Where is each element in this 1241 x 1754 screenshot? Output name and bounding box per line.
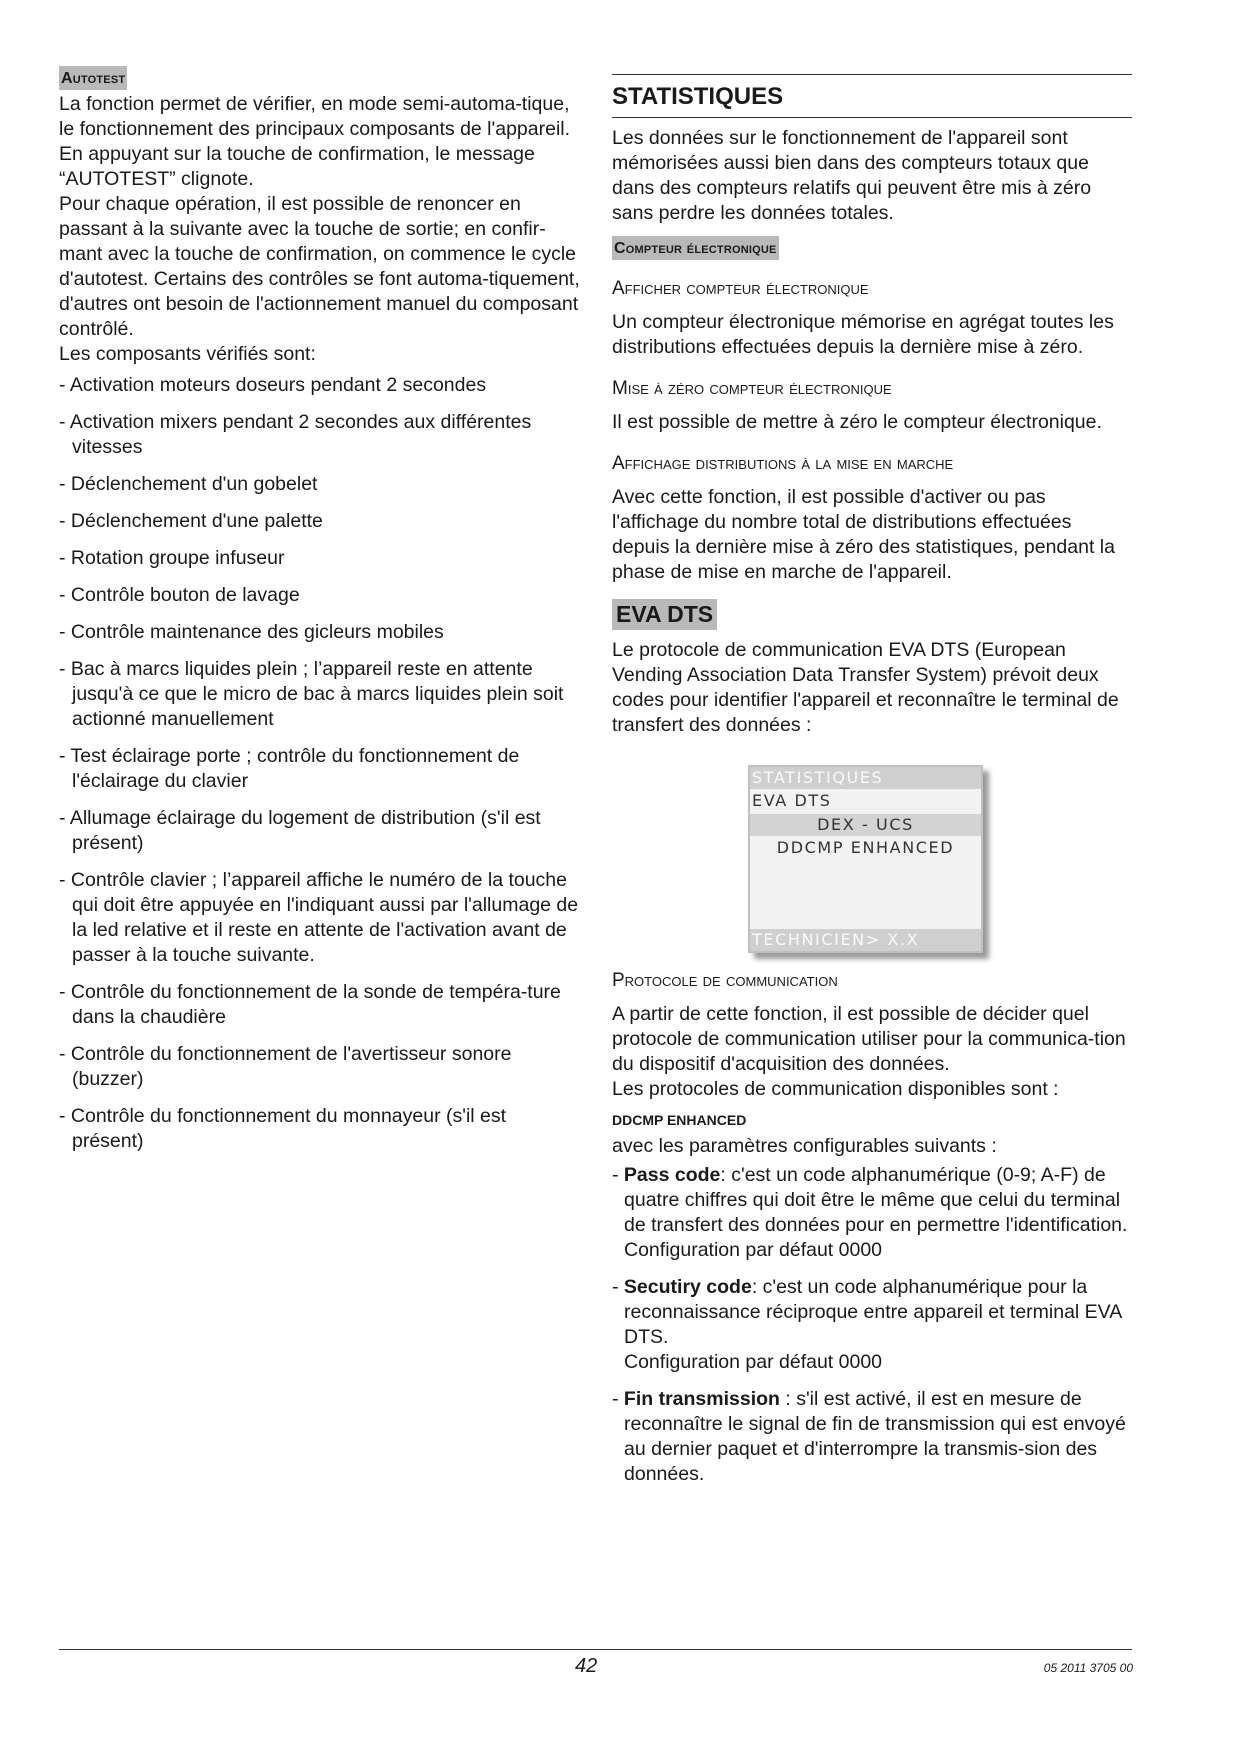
list-item: - Déclenchement d'une palette — [59, 510, 323, 532]
list-item: - Allumage éclairage du logement de distribution (s'il est présent) — [59, 807, 541, 854]
ddcmp-label: DDCMP ENHANCED — [612, 1112, 747, 1128]
param-dash: - — [612, 1276, 624, 1298]
display-title-row — [750, 767, 981, 789]
footer-divider — [59, 1649, 1132, 1650]
list-item: - Contrôle clavier ; l’appareil affiche le numéro de la touche qui doit être appuyée en l'indiquant aussi par l'allumage de la led relative et il reste en attente de l'activation avant de passer à la touche suivante. — [59, 869, 579, 966]
list-item: - Contrôle maintenance des gicleurs mobiles — [59, 621, 444, 643]
param-security-code — [612, 1275, 1132, 1375]
display-row-2 — [750, 790, 981, 812]
left-column — [59, 66, 581, 1166]
param-dash: - — [612, 1388, 624, 1410]
right-column — [612, 70, 1132, 1499]
eva-dts-title: EVA DTS — [612, 599, 717, 630]
param-fin-transmission — [612, 1387, 1132, 1487]
afficher-compteur-title: Afficher compteur électronique — [612, 278, 869, 299]
param-pass-code — [612, 1163, 1132, 1263]
autotest-intro-3: Les composants vérifiés sont: — [59, 343, 316, 365]
display-area — [612, 738, 1132, 968]
affichage-distributions-text: Avec cette fonction, il est possible d'activer ou pas l'affichage du nombre total de distributions effectuées depuis la dernière mise à zéro des statistiques, pendant la phase de mise en marche de l'appareil. — [612, 486, 1115, 583]
list-item: - Activation mixers pendant 2 secondes aux différentes vitesses — [59, 411, 532, 458]
list-item: - Contrôle bouton de lavage — [59, 584, 300, 606]
page-number: 42 — [575, 1655, 598, 1677]
protocole-title: Protocole de communication — [612, 970, 838, 991]
list-item: - Test éclairage porte ; contrôle du fonctionnement de l'éclairage du clavier — [59, 745, 520, 792]
params-intro: avec les paramètres configurables suivants : — [612, 1135, 997, 1157]
list-item: - Rotation groupe infuseur — [59, 547, 285, 569]
display-line-1: STATISTIQUES — [752, 768, 884, 787]
param-name: Pass code — [623, 1164, 721, 1186]
list-item: - Déclenchement d'un gobelet — [59, 473, 318, 495]
lcd-display — [748, 765, 983, 953]
document-code: 05 2011 3705 00 — [1043, 1661, 1133, 1675]
mise-a-zero-title: Mise à zéro compteur électronique — [612, 378, 892, 399]
compteur-heading: Compteur électronique — [612, 236, 779, 260]
display-footer-row — [750, 929, 981, 951]
list-item: - Contrôle du fonctionnement de l'avertisseur sonore (buzzer) — [59, 1043, 512, 1090]
autotest-intro-1: La fonction permet de vérifier, en mode semi-automa-tique, le fonctionnement des principaux composants de l'appareil. En appuyant sur la touche de confirmation, le message “AUTOTEST” clignote. — [59, 93, 571, 190]
list-item: - Contrôle du fonctionnement du monnayeur (s'il est présent) — [59, 1105, 507, 1152]
param-desc: : s'il est activé, il est en mesure de reconnaître le signal de fin de transmission qui est envoyé au dernier paquet et d'interrompre la transmis-sion des données. — [624, 1388, 1126, 1485]
statistiques-title: STATISTIQUES — [612, 74, 1132, 118]
param-default: Configuration par défaut 0000 — [624, 1239, 883, 1261]
autotest-component-list — [59, 373, 581, 1154]
param-desc: : c'est un code alphanumérique (0-9; A-F) de quatre chiffres qui doit être le même que celui du terminal de transfert des données pour en permettre l'identification. — [624, 1164, 1128, 1236]
affichage-distributions-title: Affichage distributions à la mise en marche — [612, 453, 954, 474]
autotest-intro-2: Pour chaque opération, il est possible de renoncer en passant à la suivante avec la touche de sortie; en confir-mant avec la touche de confirmation, on commence le cycle d'autotest. Certains des contrôles se font automa-tiquement, d'autres ont besoin de l'actionnement manuel du composant contrôlé. — [59, 193, 580, 340]
afficher-compteur-text: Un compteur électronique mémorise en agrégat toutes les distributions effectuées depuis la dernière mise à zéro. — [612, 311, 1114, 358]
param-name: Fin transmission — [623, 1388, 780, 1410]
display-line-3: DEX - UCS — [817, 815, 914, 834]
param-desc: : c'est un code alphanumérique pour la reconnaissance réciproque entre appareil et terminal EVA DTS. — [624, 1276, 1122, 1348]
param-name: Secutiry code — [623, 1276, 752, 1298]
params-list — [612, 1163, 1132, 1487]
protocole-text-1: A partir de cette fonction, il est possible de décider quel protocole de communication utiliser pour la communica-tion du dispositif d'acquisition des données. — [612, 1003, 1126, 1075]
param-dash: - — [612, 1164, 624, 1186]
display-row-selected — [750, 814, 981, 836]
display-row-4 — [750, 837, 981, 859]
list-item: - Bac à marcs liquides plein ; l’appareil reste en attente jusqu'à ce que le micro de bac à marcs liquides plein soit actionné manuellement — [59, 658, 564, 730]
mise-a-zero-text: Il est possible de mettre à zéro le compteur électronique. — [612, 411, 1102, 433]
display-line-2: EVA DTS — [752, 791, 832, 810]
autotest-heading: Autotest — [59, 66, 127, 90]
display-line-4: DDCMP ENHANCED — [776, 838, 955, 857]
eva-dts-text: Le protocole de communication EVA DTS (European Vending Association Data Transfer System) prévoit deux codes pour identifier l'appareil et reconnaître le terminal de transfert des données : — [612, 639, 1119, 736]
param-default: Configuration par défaut 0000 — [624, 1351, 883, 1373]
list-item: - Activation moteurs doseurs pendant 2 secondes — [59, 374, 487, 396]
list-item: - Contrôle du fonctionnement de la sonde de tempéra-ture dans la chaudière — [59, 981, 561, 1028]
protocole-text-2: Les protocoles de communication disponibles sont : — [612, 1078, 1059, 1100]
statistiques-intro: Les données sur le fonctionnement de l'appareil sont mémorisées aussi bien dans des compteurs totaux que dans des compteurs relatifs qui peuvent être mis à zéro sans perdre les données totales. — [612, 127, 1092, 224]
display-footer: TECHNICIEN> X.X — [752, 930, 920, 949]
